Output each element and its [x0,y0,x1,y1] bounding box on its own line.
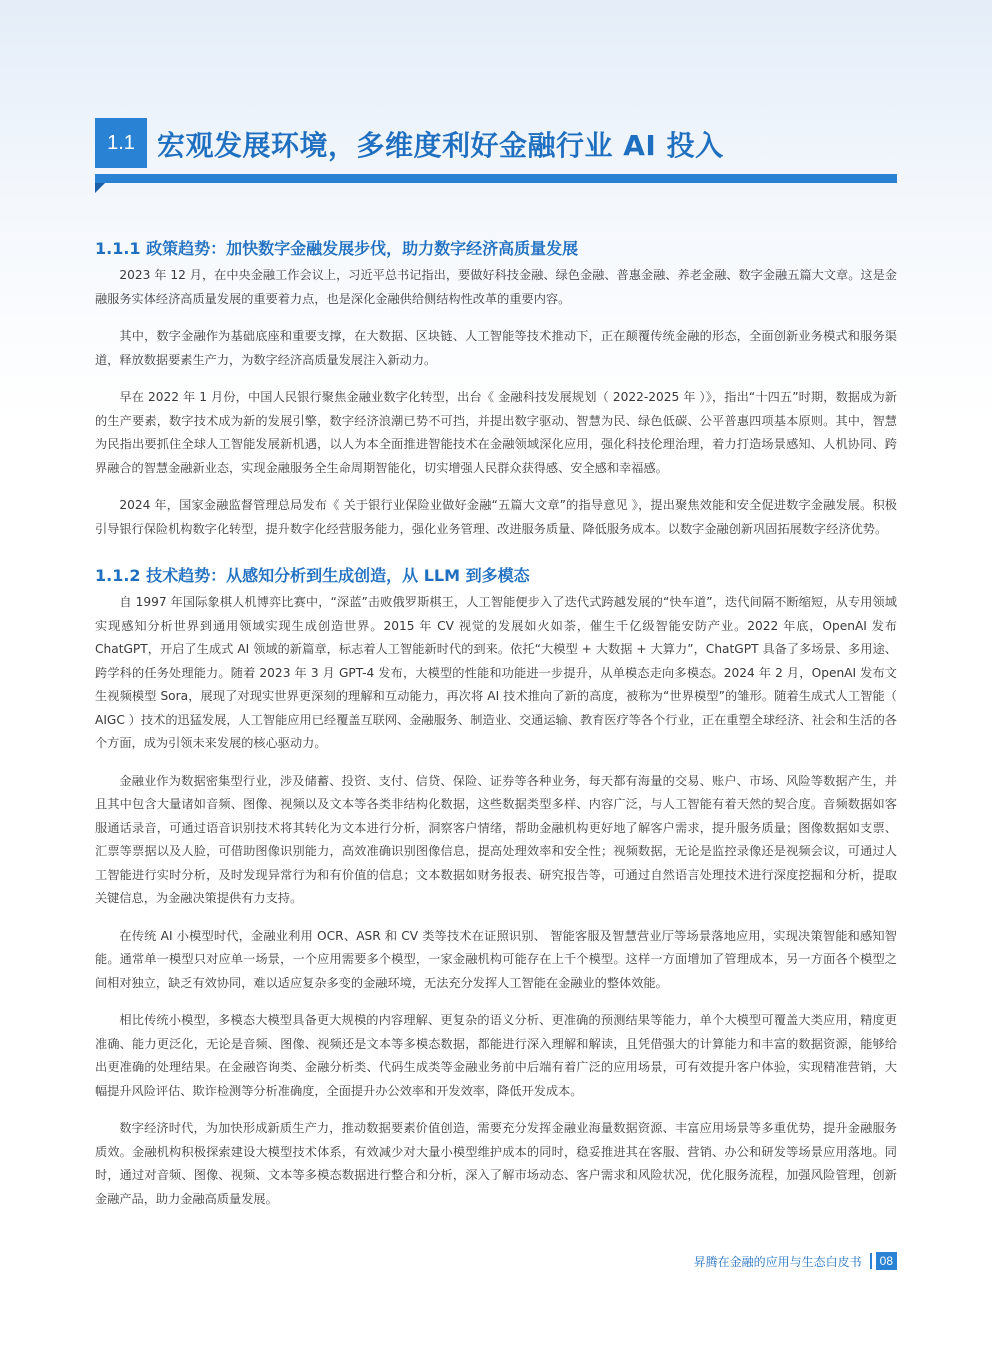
section-title: 1.1.2 技术趋势：从感知分析到生成创造，从 LLM 到多模态 [95,566,530,585]
paragraph: 2023 年 12 月，在中央金融工作会议上，习近平总书记指出，要做好科技金融、绿色金融、普惠金融、养老金融、数字金融五篇大文章。这是金融服务实体经济高质量发展的重要着力点，也是深化金融供给侧结构性改革的重要内容。 [95,268,897,306]
page-footer [694,1251,897,1271]
paragraph: 数字经济时代，为加快形成新质生产力，推动数据要素价值创造，需要充分发挥金融业海量数据资源、丰富应用场景等多重优势，提升金融服务质效。金融机构积极探索建设大模型技术体系，有效减少对大量小模型维护成本的同时，稳妥推进其在客服、营销、办公和研发等场景应用落地。同时，通过对音频、图像、视频、文本等多模态数据进行整合和分析，深入了解市场动态、客户需求和风险状况，优化服务流程，加强风险管理，创新金融产品，助力金融高质量发展。 [95,1121,897,1206]
page-number: 08 [876,1252,897,1270]
chapter-title: 宏观发展环境，多维度利好金融行业 AI 投入 [157,129,724,162]
footer-divider [870,1253,872,1269]
paragraph: 其中，数字金融作为基础底座和重要支撑，在大数据、区块链、人工智能等技术推动下，正在颠覆传统金融的形态，全面创新业务模式和服务渠道，释放数据要素生产力，为数字经济高质量发展注入新动力。 [95,329,897,367]
chapter-header [95,118,897,198]
paragraph: 自 1997 年国际象棋人机博弈比赛中，“深蓝”击败俄罗斯棋王，人工智能便步入了迭代式跨越发展的“快车道”，迭代间隔不断缩短，从专用领域实现感知分析世界到通用领域实现生成创造世界。2015 年 CV 视觉的发展如火如荼，催生千亿级智能安防产业。2022 年底，OpenAI 发布 ChatGPT，开启了生成式 AI 领域的新篇章，标志着人工智能新时代的到来。依托“大模型 + 大数据 + 大算力”，ChatGPT 具备了多场景、多用途、跨学科的任务处理能力。随着 2023 年 3 月 GPT-4 发布，大模型的性能和功能进一步提升，从单模态走向多模态。2024 年 2 月，OpenAI 发布文生视频模型 Sora，展现了对现实世界更深刻的理解和互动能力，再次将 AI 技术推向了新的高度，被称为“世界模型”的雏形。随着生成式人工智能（ AIGC ）技术的迅猛发展，人工智能应用已经覆盖互联网、金融服务、制造业、交通运输、教育医疗等各个行业，正在重塑全球经济、社会和生活的各个方面，成为引领未来发展的核心驱动力。 [95,595,897,750]
paragraph: 在传统 AI 小模型时代，金融业利用 OCR、ASR 和 CV 类等技术在证照识别、 智能客服及智慧营业厅等场景落地应用，实现决策智能和感知智能。通常单一模型只对应单一场景，一个应用需要多个模型，一家金融机构可能存在上千个模型。这样一方面增加了管理成本，另一方面各个模型之间相对独立，缺乏有效协同，难以适应复杂多变的金融环境，无法充分发挥人工智能在金融业的整体效能。 [95,928,897,990]
main-content [95,236,897,1225]
chapter-rule [95,174,897,183]
chapter-rule-notch [95,183,105,193]
section-technology [95,563,897,1211]
paragraph: 2024 年，国家金融监督管理总局发布《 关于银行业保险业做好金融“五篇大文章”的指导意见 》，提出聚焦效能和安全促进数字金融发展。积极引导银行保险机构数字化转型，提升数字化经营服务能力，强化业务管理、改进服务质量、降低服务成本。以数字金融创新巩固拓展数字经济优势。 [95,498,897,536]
chapter-number-badge: 1.1 [95,118,147,168]
paragraph: 金融业作为数据密集型行业，涉及储蓄、投资、支付、信贷、保险、证券等各种业务，每天都有海量的交易、账户、市场、风险等数据产生，并且其中包含大量诸如音频、图像、视频以及文本等各类非结构化数据，这些数据类型多样、内容广泛，与人工智能有着天然的契合度。音频数据如客服通话录音，可通过语音识别技术将其转化为文本进行分析，洞察客户情绪，帮助金融机构更好地了解客户需求，提升服务质量；图像数据如支票、汇票等票据以及人脸，可借助图像识别能力，高效准确识别图像信息，提高处理效率和安全性；视频数据，无论是监控录像还是视频会议，可通过人工智能进行实时分析，及时发现异常行为和有价值的信息；文本数据如财务报表、研究报告等，可通过自然语言处理技术进行深度挖掘和分析，提取关键信息，为金融决策提供有力支持。 [95,773,897,905]
footer-book-title: 昇腾在金融的应用与生态白皮书 [693,1254,862,1269]
paragraph: 早在 2022 年 1 月份，中国人民银行聚焦金融业数字化转型，出台《 金融科技发展规划（ 2022-2025 年 ）》，指出“十四五”时期，数据成为新的生产要素，数字技术成为新的发展引擎，数字经济浪潮已势不可挡，并提出数字驱动、智慧为民、绿色低碳、公平普惠四项基本原则。其中，智慧为民指出要抓住全球人工智能发展新机遇，以人为本全面推进智能技术在金融领域深化应用，强化科技伦理治理，着力打造场景感知、人机协同、跨界融合的智慧金融新业态，实现金融服务全生命周期智能化，切实增强人民群众获得感、安全感和幸福感。 [95,390,897,475]
section-title: 1.1.1 政策趋势：加快数字金融发展步伐，助力数字经济高质量发展 [95,239,579,258]
paragraph: 相比传统小模型，多模态大模型具备更大规模的内容理解、更复杂的语义分析、更准确的预测结果等能力，单个大模型可覆盖大类应用，精度更准确、能力更泛化，无论是音频、图像、视频还是文本等多模态数据，都能进行深入理解和解读，且凭借强大的计算能力和丰富的数据资源，能够给出更准确的处理结果。在金融咨询类、金融分析类、代码生成类等金融业务前中后端有着广泛的应用场景，可有效提升客户体验，实现精准营销，大幅提升风险评估、欺诈检测等分析准确度，全面提升办公效率和开发效率，降低开发成本。 [95,1013,897,1098]
section-policy [95,236,897,541]
